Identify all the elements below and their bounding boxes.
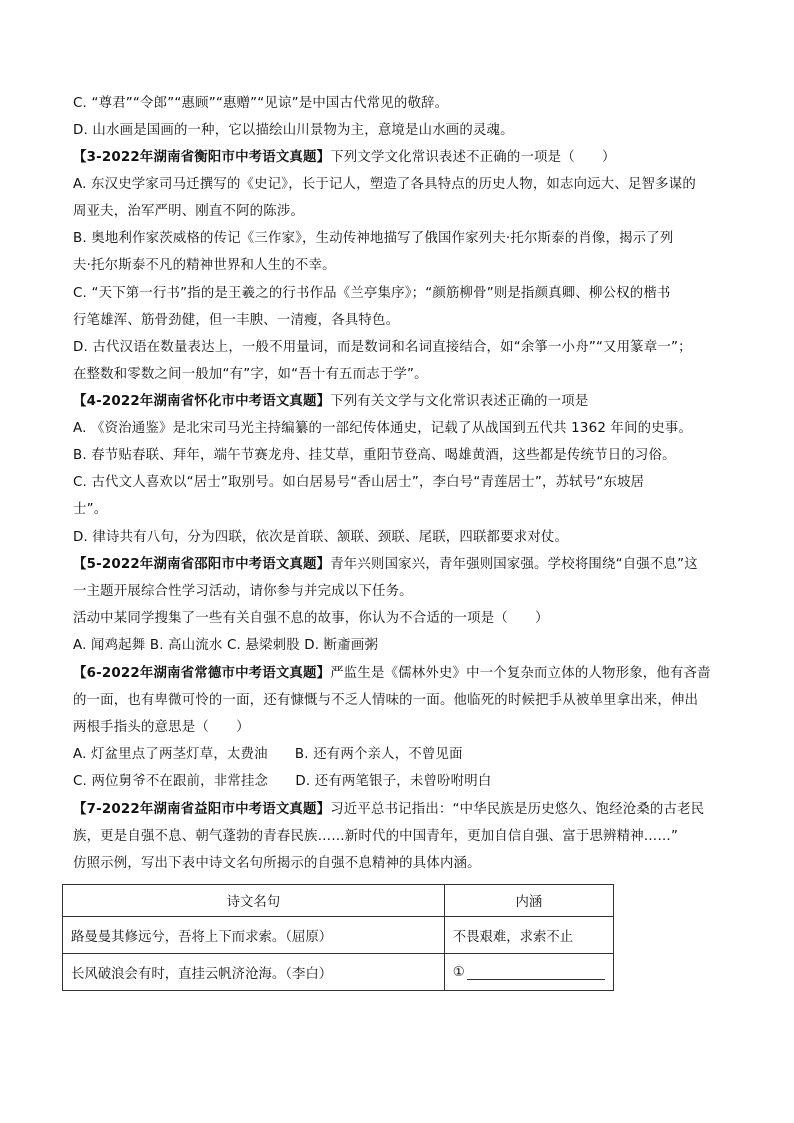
quote-table: [62, 884, 614, 991]
option-line: A. 《资治通鉴》是北宋司马光主持编纂的一部纪传体通史，记载了从战国到五代共 1362 年间的史事。: [73, 421, 693, 436]
question-source: 【4-2022年湖南省怀化市中考语文真题】: [73, 394, 331, 409]
question-source: 【3-2022年湖南省衡阳市中考语文真题】: [73, 150, 331, 165]
option-line: A. 灯盆里点了两茎灯草，太费油 B. 还有两个亲人，不曾见面: [73, 747, 463, 762]
option-line: 行笔雄浑、筋骨劲健，但一丰腴、一清瘦，各具特色。: [73, 313, 400, 328]
option-line: C. “尊君”“令郎”“惠顾”“惠赠”“见谅”是中国古代常见的敬辞。: [73, 96, 449, 111]
question-stem: 习近平总书记指出：“中华民族是历史悠久、饱经沧桑的古老民: [330, 802, 705, 817]
question-3-heading: [73, 148, 616, 168]
table-row: [63, 954, 614, 991]
question-text: 的一面，也有卑微可怜的一面，还有慷慨与不乏人情味的一面。他临死的时候把手从被单里拿出来，伸出: [73, 693, 699, 708]
table-header-meaning: 内涵: [444, 885, 613, 917]
question-stem: 严监生是《儒林外史》中一个复杂而立体的人物形象，他有吝啬: [330, 666, 711, 681]
option-line: 夫·托尔斯泰不凡的精神世界和人生的不幸。: [73, 258, 336, 273]
table-row: [63, 917, 614, 954]
question-text: 族，更是自强不息、朝气蓬勃的青春民族……新时代的中国青年，更加自信自强、富于思辨精神……”: [73, 829, 679, 844]
option-line: C. 古代文人喜欢以“居士”取别号。如白居易号“香山居士”，李白号“青莲居士”，苏轼号“东坡居: [73, 475, 645, 490]
question-source: 【6-2022年湖南省常德市中考语文真题】: [73, 666, 331, 681]
option-line: B. 春节贴春联、拜年，端午节赛龙舟、挂艾草，重阳节登高、喝雄黄酒，这些都是传统节日的习俗。: [73, 448, 676, 463]
option-line: C. 两位舅爷不在跟前，非常挂念 D. 还有两笔银子，未曾吩咐明白: [73, 774, 492, 789]
question-text: 活动中某同学搜集了一些有关自强不息的故事，你认为不合适的一项是（ ）: [73, 611, 549, 626]
option-line: 周亚夫，治军严明、刚直不阿的陈涉。: [73, 204, 305, 219]
option-line: B. 奥地利作家茨威格的传记《三作家》，生动传神地描写了俄国作家列夫·托尔斯泰的肖像，揭示了列: [73, 231, 674, 246]
table-header-row: [63, 885, 614, 917]
table-cell-meaning: 不畏艰难，求索不止: [444, 917, 613, 954]
question-text: 一主题开展综合性学习活动，请你参与并完成以下任务。: [73, 584, 413, 599]
answer-marker: ①: [452, 964, 465, 980]
option-line: 在整数和零数之间一般加“有”字，如“吾十有五而志于学”。: [73, 367, 428, 382]
table-cell-quote: 路曼曼其修远兮，吾将上下而求索。（屈原）: [63, 917, 445, 954]
option-line: D. 古代汉语在数量表达上，一般不用量词，而是数词和名词直接结合，如“余箏一小舟”“又用篆章一”；: [73, 340, 692, 355]
option-line: D. 律诗共有八句，分为四联，依次是首联、颔联、颈联、尾联，四联都要求对仗。: [73, 530, 569, 545]
question-stem: 下列文学文化常识表述不正确的一项是（ ）: [330, 150, 616, 165]
table-header-quote: 诗文名句: [63, 885, 445, 917]
question-stem: 下列有关文学与文化常识表述正确的一项是: [330, 394, 589, 409]
question-text: 两根手指头的意思是（ ）: [73, 720, 250, 735]
question-source: 【5-2022年湖南省邵阳市中考语文真题】: [73, 557, 331, 572]
table-cell-quote: 长风破浪会有时，直挂云帆济沧海。（李白）: [63, 954, 445, 991]
question-5-heading: [73, 555, 698, 575]
question-6-heading: [73, 664, 711, 684]
question-stem: 青年兴则国家兴，青年强则国家强。学校将围绕“自强不息”这: [330, 557, 698, 572]
question-source: 【7-2022年湖南省益阳市中考语文真题】: [73, 802, 331, 817]
option-line: C. “天下第一行书”指的是王羲之的行书作品《兰亭集序》；“颜筋柳骨”则是指颜真卿、柳公权的楷书: [73, 286, 671, 301]
answer-blank-cell[interactable]: [444, 954, 613, 991]
option-line: 士”。: [73, 502, 108, 517]
option-line: A. 东汉史学家司马迁撰写的《史记》，长于记人，塑造了各具特点的历史人物，如志向远大、足智多谋的: [73, 177, 696, 192]
question-4-heading: [73, 392, 588, 412]
option-line: A. 闻鸡起舞 B. 高山流水 C. 悬梁刺股 D. 断齑画粥: [73, 638, 379, 653]
question-text: 仿照示例，写出下表中诗文名句所揭示的自强不息精神的具体内涵。: [73, 856, 481, 871]
question-7-heading: [73, 800, 704, 820]
answer-blank-line[interactable]: [467, 965, 605, 980]
option-line: D. 山水画是国画的一种，它以描绘山川景物为主，意境是山水画的灵魂。: [73, 123, 514, 138]
